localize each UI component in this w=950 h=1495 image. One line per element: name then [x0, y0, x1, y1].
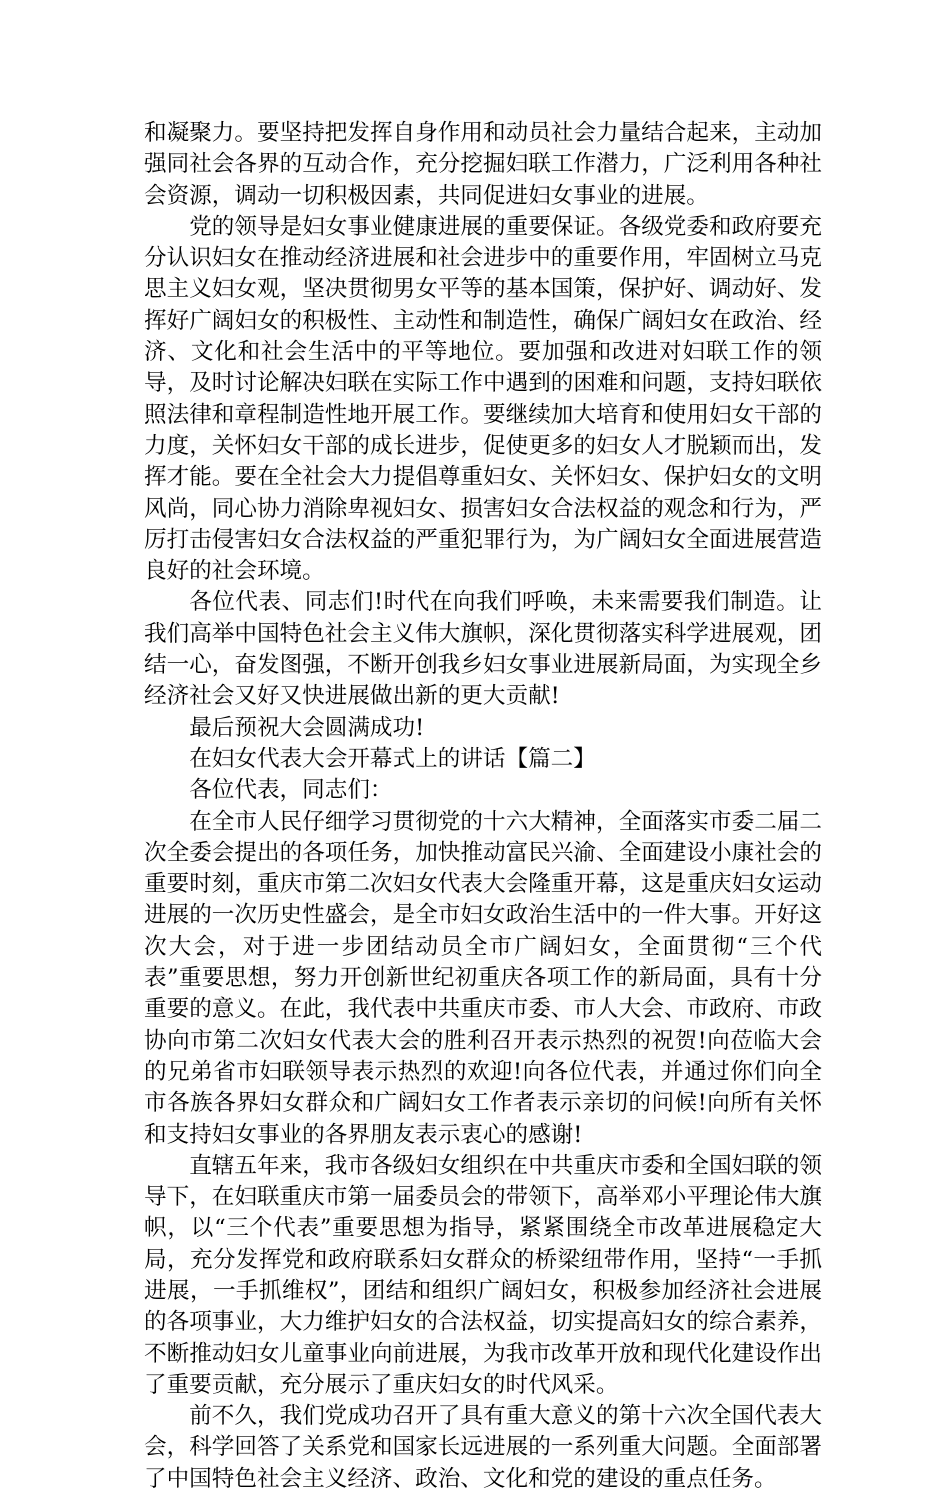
paragraph-party-leadership: 党的领导是妇女事业健康进展的重要保证。各级党委和政府要充分认识妇女在推动经济进展和社会进步中的重要作用，牢固树立马克思主义妇女观，坚决贯彻男女平等的基本国策，保护好、调动好、发挥好广阔妇女的积极性、主动性和制造性，确保广阔妇女在政治、经济、文化和社会生活中的平等地位。要加强和改进对妇联工作的领导，及时讨论解决妇联在实际工作中遇到的困难和问题，支持妇联依照法律和章程制造性地开展工作。要继续加大培育和使用妇女干部的力度，关怀妇女干部的成长进步，促使更多的妇女人才脱颖而出，发挥才能。要在全社会大力提倡尊重妇女、关怀妇女、保护妇女的文明风尚，同心协力消除卑视妇女、损害妇女合法权益的观念和行为，严厉打击侵害妇女合法权益的严重犯罪行为，为广阔妇女全面进展营造良好的社会环境。	[144, 213, 822, 585]
paragraph-opening-congratulations: 在全市人民仔细学习贯彻党的十六大精神，全面落实市委二届二次全委会提出的各项任务，加快推动富民兴渝、全面建设小康社会的重要时刻，重庆市第二次妇女代表大会隆重开幕，这是重庆妇女运动进展的一次历史性盛会，是全市妇女政治生活中的一件大事。开好这次大会，对于进一步团结动员全市广阔妇女，全面贯彻“三个代表”重要思想，努力开创新世纪初重庆各项工作的新局面，具有十分重要的意义。在此，我代表中共重庆市委、市人大会、市政府、市政协向市第二次妇女代表大会的胜利召开表示热烈的祝贺!向莅临大会的兄弟省市妇联领导表示热烈的欢迎!向各位代表，并通过你们向全市各族各界妇女群众和广阔妇女工作者表示亲切的问候!向所有关怀和支持妇女事业的各界朋友表示衷心的感谢!	[144, 808, 822, 1148]
paragraph-cohesion-continuation: 和凝聚力。要坚持把发挥自身作用和动员社会力量结合起来，主动加强同社会各界的互动合作，充分挖掘妇联工作潜力，广泛利用各种社会资源，调动一切积极因素，共同促进妇女事业的进展。	[144, 120, 822, 209]
paragraph-salutation: 各位代表，同志们：	[189, 777, 393, 804]
paragraph-sixteenth-congress: 前不久，我们党成功召开了具有重大意义的第十六次全国代表大会，科学回答了关系党和国家长远进展的一系列重大问题。全面部署了中国特色社会主义经济、政治、文化和党的建设的重点任务。	[144, 1403, 822, 1492]
paragraph-closing-wish: 最后预祝大会圆满成功!	[189, 714, 425, 741]
paragraph-call-to-delegates: 各位代表、同志们!时代在向我们呼唤，未来需要我们制造。让我们高举中国特色社会主义伟大旗帜，深化贯彻落实科学进展观，团结一心，奋发图强，不断开创我乡妇女事业进展新局面，为实现全乡经济社会又好又快进展做出新的更大贡献!	[144, 589, 822, 710]
section-title-part-two: 在妇女代表大会开幕式上的讲话【篇二】	[189, 745, 596, 772]
document-body	[144, 118, 822, 1495]
paragraph-five-years-review: 直辖五年来，我市各级妇女组织在中共重庆市委和全国妇联的领导下，在妇联重庆市第一届委员会的带领下，高举邓小平理论伟大旗帜，以“三个代表”重要思想为指导，紧紧围绕全市改革进展稳定大局，充分发挥党和政府联系妇女群众的桥梁纽带作用，坚持“一手抓进展，一手抓维权”，团结和组织广阔妇女，积极参加经济社会进展的各项事业，大力维护妇女的合法权益，切实提高妇女的综合素养，不断推动妇女儿童事业向前进展，为我市改革开放和现代化建设作出了重要贡献，充分展示了重庆妇女的时代风采。	[144, 1152, 822, 1398]
